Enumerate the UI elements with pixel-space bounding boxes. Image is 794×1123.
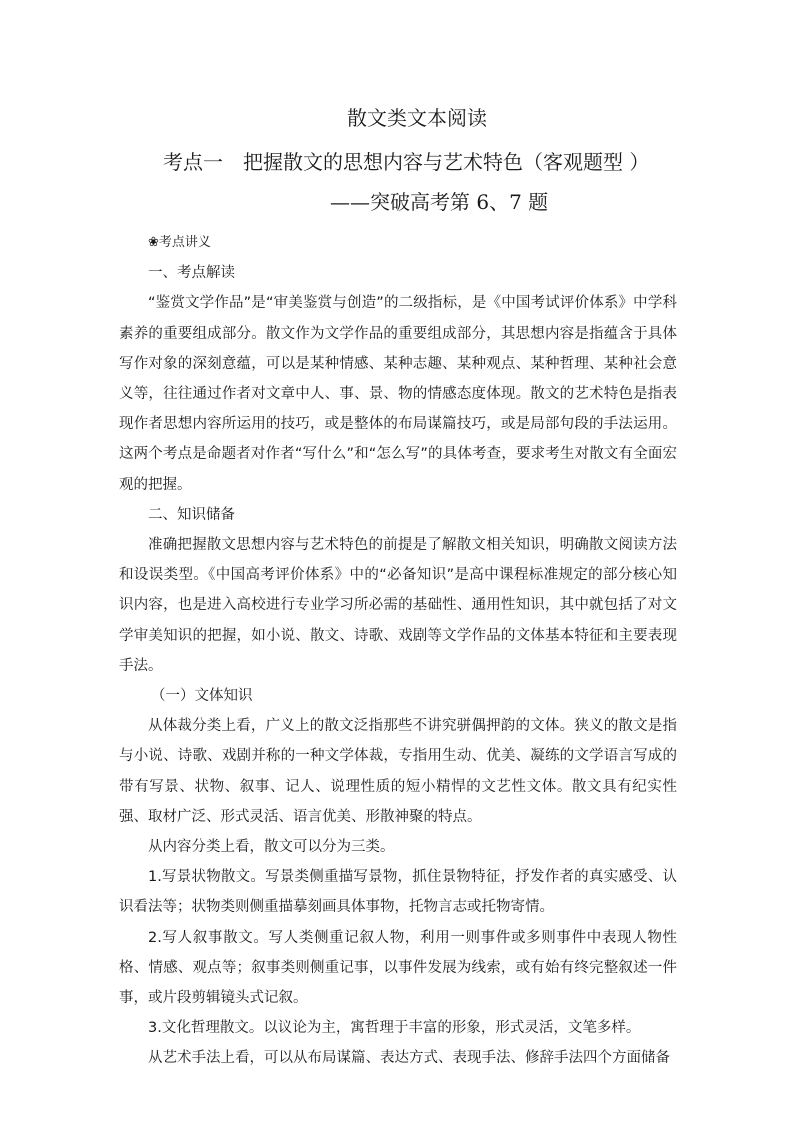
document-body	[119, 228, 677, 1074]
paragraph-8: 从艺术手法上看，可以从布局谋篇、表达方式、表现手法、修辞手法四个方面储备	[148, 1050, 670, 1067]
heading-1: 一、考点解读	[148, 265, 235, 282]
section-mark: ❀考点讲义	[148, 235, 211, 250]
heading-2: 二、知识储备	[148, 506, 235, 523]
paragraph-5: 1.写景状物散文。写景类侧重描写景物，抓住景物特征，抒发作者的真实感受、认识看法等；状物类则侧重描摹刻画具体事物，托物言志或托物寄情。	[119, 869, 677, 916]
paragraph-2: 准确把握散文思想内容与艺术特色的前提是了解散文相关知识，明确散文阅读方法和设误类型。《中国高考评价体系》中的“必备知识”是高中课程标准规定的部分核心知识内容，也是进入高校进行专业学习所必需的基础性、通用性知识，其中就包括了对文学审美知识的把握，如小说、散文、诗歌、戏剧等文学作品的文体基本特征和主要表现手法。	[119, 537, 677, 674]
page-subtitle: 考点一 把握散文的思想内容与艺术特色（客观题型 ）	[163, 150, 650, 174]
paragraph-6: 2.写人叙事散文。写人类侧重记叙人物，利用一则事件或多则事件中表现人物性格、情感、观点等；叙事类则侧重记事，以事件发展为线索，或有始有终完整叙述一件事，或片段剪辑镜头式记叙。	[119, 929, 677, 1007]
paragraph-4: 从内容分类上看，散文可以分为三类。	[148, 839, 395, 856]
page-title: 散文类文本阅读	[347, 106, 487, 130]
heading-3: （一）文体知识	[151, 688, 253, 705]
paragraph-3: 从体裁分类上看，广义上的散文泛指那些不讲究骈偶押韵的文体。狭义的散文是指与小说、诗歌、戏剧并称的一种文学体裁，专指用生动、优美、凝练的文学语言写成的带有写景、状物、叙事、记人、说理性质的短小精悍的文艺性文体。散文具有纪实性强、取材广泛、形式灵活、语言优美、形散神聚的特点。	[119, 718, 677, 825]
paragraph-1: “鉴赏文学作品”是“审美鉴赏与创造”的二级指标，是《中国考试评价体系》中学科素养的重要组成部分。散文作为文学作品的重要组成部分，其思想内容是指蕴含于具体写作对象的深刻意蕴，可以是某种情感、某种志趣、某种观点、某种哲理、某种社会意义等，往往通过作者对文章中人、事、景、物的情感态度体现。散文的艺术特色是指表现作者思想内容所运用的技巧，或是整体的布局谋篇技巧，或是局部句段的手法运用。这两个考点是命题者对作者“写什么”和“怎么写”的具体考查，要求考生对散文有全面宏观的把握。	[119, 295, 677, 493]
paragraph-7: 3.文化哲理散文。以议论为主，寓哲理于丰富的形象，形式灵活，文笔多样。	[148, 1020, 641, 1037]
page-subtitle-2: ——突破高考第 6、7 题	[330, 190, 549, 214]
